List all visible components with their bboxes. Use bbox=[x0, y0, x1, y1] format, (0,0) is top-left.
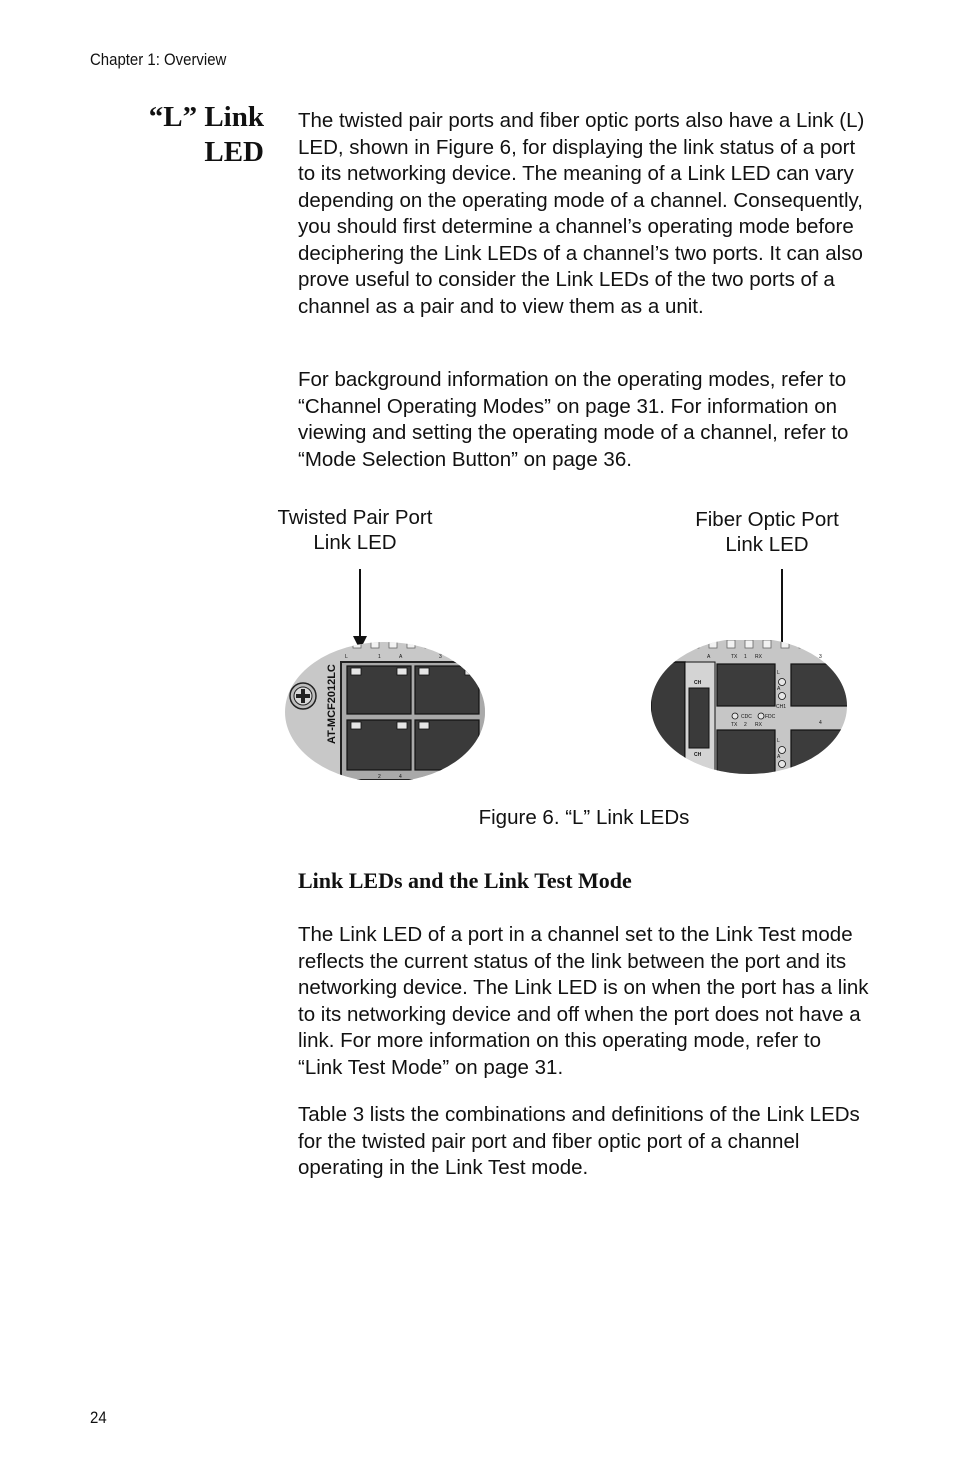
paragraph-text: For background information on the operating modes, refer to “Channel Operating Modes” on page 31. For information on viewing and setting the operating mode of a channel, refer to “Mode Selection Button” on page 36. bbox=[298, 368, 849, 471]
body-paragraph-4 bbox=[298, 1102, 870, 1182]
figure-caption: Figure 6. “L” Link LEDs bbox=[478, 806, 690, 829]
fo-label-a: A bbox=[707, 654, 711, 660]
tp-label-1: 1 bbox=[378, 654, 381, 660]
paragraph-text: Table 3 lists the combinations and definitions of the Link LEDs for the twisted pair port and fiber optic port of a channel operating in the Link Test mode. bbox=[298, 1103, 860, 1179]
fo-label-4: 4 bbox=[819, 720, 822, 726]
model-label: AT-MCF2012LC bbox=[326, 664, 338, 744]
section-title-line-1: “L” Link bbox=[148, 101, 264, 133]
fo-label-ch1: CH1 bbox=[776, 704, 787, 710]
callout-line: Link LED bbox=[313, 531, 397, 554]
twisted-pair-port-illustration bbox=[285, 640, 485, 780]
fo-label-cdc: CDC bbox=[741, 714, 752, 720]
tp-label-2: 2 bbox=[378, 774, 381, 780]
page-number: 24 bbox=[90, 1408, 107, 1427]
callout-twisted-pair-link-led bbox=[235, 505, 475, 555]
fo-label-rx: RX bbox=[755, 654, 762, 660]
fo-label-l: L bbox=[777, 670, 780, 676]
body-paragraph-1 bbox=[298, 108, 870, 320]
fo-label-2: 2 bbox=[744, 722, 747, 728]
section-title-line-2: LED bbox=[204, 136, 264, 168]
fo-label-rx2: RX bbox=[755, 722, 762, 728]
fiber-optic-port-illustration bbox=[651, 640, 851, 780]
fo-label-ch2: CH bbox=[694, 752, 702, 758]
tp-label-3: 3 bbox=[439, 654, 442, 660]
paragraph-text: The Link LED of a port in a channel set to the Link Test mode reflects the current status of the link between the port and its networking device. The Link LED is on when the port has a link to its networking device and off when the port does not have a link. For more information on this operating mode, refer to “Link Test Mode” on page 31. bbox=[298, 923, 869, 1079]
section-title bbox=[110, 100, 264, 170]
fo-label-tx2: TX bbox=[731, 722, 738, 728]
fo-label-ch: CH bbox=[694, 680, 702, 686]
subsection-title: Link LEDs and the Link Test Mode bbox=[298, 868, 632, 893]
body-paragraph-3 bbox=[298, 922, 870, 1081]
fo-label-a3: A bbox=[777, 754, 781, 760]
body-paragraph-2 bbox=[298, 367, 870, 473]
callout-fiber-optic-link-led bbox=[647, 507, 887, 557]
tp-label-a: A bbox=[399, 654, 403, 660]
tp-label-4: 4 bbox=[399, 774, 402, 780]
callout-line: Fiber Optic Port bbox=[695, 508, 839, 531]
tp-label-l: L bbox=[345, 654, 348, 660]
fo-label-tx: TX bbox=[731, 654, 738, 660]
fo-label-a2: A bbox=[777, 686, 781, 692]
callout-line: Twisted Pair Port bbox=[277, 506, 433, 529]
callout-line: Link LED bbox=[725, 533, 809, 556]
fo-label-l2: L bbox=[777, 738, 780, 744]
fo-label-fdc: FDC bbox=[765, 714, 776, 720]
running-head: Chapter 1: Overview bbox=[90, 50, 227, 69]
fo-label-1: 1 bbox=[744, 654, 747, 660]
paragraph-text: The twisted pair ports and fiber optic ports also have a Link (L) LED, shown in Figure 6, for displaying the link status of a port to its networking device. The meaning of a Link LED can vary depending on the operating mode of a channel. Consequently, you should first determine a channel’s operating mode before deciphering the Link LEDs of a channel’s two ports. It can also prove useful to consider the Link LEDs of the two ports of a channel as a pair and to view them as a unit. bbox=[298, 109, 865, 318]
arrow-twisted-pair bbox=[359, 569, 361, 637]
fo-label-3: 3 bbox=[819, 654, 822, 660]
